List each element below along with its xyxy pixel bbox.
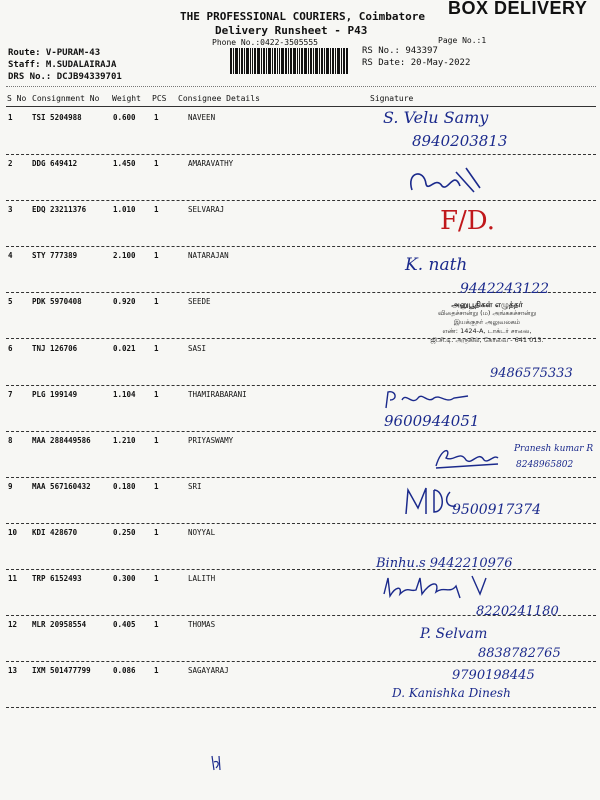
row-weight: 2.100 xyxy=(113,251,136,261)
row-consignment-no: IXM 501477799 xyxy=(32,666,91,676)
row-consignee-name: NATARAJAN xyxy=(188,251,229,261)
row-sno: 13 xyxy=(8,666,18,676)
row-weight: 1.010 xyxy=(113,205,136,215)
col-consignment: Consignment No xyxy=(32,94,100,103)
company-title: THE PROFESSIONAL COURIERS, Coimbatore xyxy=(180,10,426,23)
row-pcs: 1 xyxy=(154,620,159,630)
row-divider xyxy=(6,246,596,247)
phone-number: Phone No.:0422-3505555 xyxy=(212,38,318,47)
signature-1-phone: 8940203813 xyxy=(412,132,508,150)
row-consignment-no: PDK 5970408 xyxy=(32,297,82,307)
row-divider xyxy=(6,200,596,201)
signature-4-phone: 9442243122 xyxy=(460,281,550,297)
row-pcs: 1 xyxy=(154,527,159,537)
row-consignment-no: PLG 199149 xyxy=(32,389,78,399)
office-stamp xyxy=(382,300,592,345)
stamp-line-2: இயக்குநர் அலுவலகம் xyxy=(453,318,521,326)
row-consignment-no: MLR 20958554 xyxy=(32,620,87,630)
row-pcs: 1 xyxy=(154,159,159,169)
row-sno: 4 xyxy=(8,251,13,261)
row-pcs: 1 xyxy=(154,251,159,261)
row-divider xyxy=(6,477,596,478)
signature-8-name: Pranesh kumar R xyxy=(514,444,594,454)
stamp-line-4: ஜி.சி.டி. அருகில், கோவை - 641 013. xyxy=(430,336,544,344)
row-weight: 0.021 xyxy=(113,343,136,353)
col-signature: Signature xyxy=(370,94,414,103)
row-weight: 0.405 xyxy=(113,620,136,630)
signature-12-phone: 8838782765 xyxy=(478,646,561,661)
signature-4-name: K. nath xyxy=(405,255,468,275)
signature-11 xyxy=(380,572,490,602)
row-divider xyxy=(6,431,596,432)
signature-3-fid: F/D. xyxy=(440,206,495,236)
col-pcs: PCS xyxy=(152,94,167,103)
signature-7-phone: 9600944051 xyxy=(384,412,480,430)
row-divider xyxy=(6,154,596,155)
row-divider xyxy=(6,385,596,386)
row-consignment-no: MAA 288449586 xyxy=(32,435,91,445)
row-consignee-name: LALITH xyxy=(188,574,216,583)
row-pcs: 1 xyxy=(154,435,159,445)
row-weight: 0.920 xyxy=(113,297,136,307)
row-weight: 0.300 xyxy=(113,574,136,583)
row-sno: 7 xyxy=(8,389,13,399)
row-consignee-name: AMARAVATHY xyxy=(188,159,234,169)
rs-number: RS No.: 943397 xyxy=(362,46,438,56)
stamp-line-3: எண்: 1424-A, டாக்டர் சாலை, xyxy=(442,327,532,335)
pen-mark xyxy=(208,752,224,774)
drs-number: DRS No.: DCJB94339701 xyxy=(8,72,122,82)
row-consignee-name: NOYYAL xyxy=(188,527,216,537)
row-weight: 1.210 xyxy=(113,435,136,445)
row-consignment-no: STY 777389 xyxy=(32,251,78,261)
row-sno: 10 xyxy=(8,527,18,537)
row-consignee-name: SEEDE xyxy=(188,297,211,307)
row-consignment-no: TNJ 126706 xyxy=(32,343,78,353)
row-consignment-no: KDI 428670 xyxy=(32,527,78,537)
row-weight: 0.086 xyxy=(113,666,136,676)
row-sno: 8 xyxy=(8,435,13,445)
signature-1-name: S. Velu Samy xyxy=(383,108,489,127)
barcode xyxy=(230,48,348,74)
row-pcs: 1 xyxy=(154,113,159,122)
row-consignee-name: PRIYASWAMY xyxy=(188,435,234,445)
signature-10: Binhu.s 9442210976 xyxy=(376,556,513,571)
row-weight: 0.250 xyxy=(113,527,136,537)
col-consignee: Consignee Details xyxy=(178,94,260,103)
row-consignee-name: THOMAS xyxy=(188,620,216,630)
row-divider xyxy=(6,661,596,662)
runsheet-title: Delivery Runsheet - P43 xyxy=(215,24,368,37)
row-consignee-name: SAGAYARAJ xyxy=(188,666,229,676)
signature-13-phone: 9790198445 xyxy=(452,668,535,683)
row-pcs: 1 xyxy=(154,666,159,676)
row-weight: 1.450 xyxy=(113,159,136,169)
row-sno: 11 xyxy=(8,574,18,583)
row-pcs: 1 xyxy=(154,389,159,399)
row-pcs: 1 xyxy=(154,297,159,307)
col-sno: S No xyxy=(7,94,27,103)
page-number: Page No.:1 xyxy=(438,36,487,45)
route: Route: V-PURAM-43 xyxy=(8,48,101,58)
signature-11-phone: 8220241180 xyxy=(476,604,559,619)
row-consignee-name: SASI xyxy=(188,343,207,353)
row-weight: 0.180 xyxy=(113,481,136,491)
row-consignee-name: SELVARAJ xyxy=(188,205,225,215)
row-sno: 3 xyxy=(8,205,13,215)
row-sno: 6 xyxy=(8,343,13,353)
row-consignee-name: NAVEEN xyxy=(188,113,216,122)
row-pcs: 1 xyxy=(154,574,159,583)
row-pcs: 1 xyxy=(154,205,159,215)
signature-7 xyxy=(382,388,472,412)
col-weight: Weight xyxy=(112,94,141,103)
box-delivery-stamp: BOX DELIVERY xyxy=(448,0,588,18)
column-header-rule xyxy=(6,106,596,107)
row-consignment-no: TRP 6152493 xyxy=(32,574,82,583)
row-consignee-name: THAMIRABARANI xyxy=(188,389,247,399)
rs-date: RS Date: 20-May-2022 xyxy=(362,58,471,68)
row-consignment-no: DDG 649412 xyxy=(32,159,78,169)
signature-8-phone: 8248965802 xyxy=(516,460,574,470)
signature-6-phone: 9486575333 xyxy=(490,366,573,381)
row-sno: 9 xyxy=(8,481,13,491)
row-sno: 12 xyxy=(8,620,18,630)
stamp-line-1: விதைச்சான்று (ம) அங்ககச்சான்று xyxy=(437,309,537,317)
row-pcs: 1 xyxy=(154,481,159,491)
header-separator xyxy=(6,86,596,87)
row-consignment-no: TSI 5204988 xyxy=(32,113,82,122)
signature-9-phone: 9500917374 xyxy=(452,502,542,518)
signature-9 xyxy=(400,484,460,520)
stamp-title: அனுபூதிகள் எழுத்தர் xyxy=(451,300,523,309)
row-consignment-no: MAA 567160432 xyxy=(32,481,91,491)
row-divider xyxy=(6,523,596,524)
row-sno: 1 xyxy=(8,113,13,122)
row-sno: 2 xyxy=(8,159,13,169)
staff: Staff: M.SUDALAIRAJA xyxy=(8,60,117,70)
row-consignee-name: SRI xyxy=(188,481,202,491)
row-sno: 5 xyxy=(8,297,13,307)
row-divider xyxy=(6,707,596,708)
row-consignment-no: EDQ 23211376 xyxy=(32,205,87,215)
row-weight: 0.600 xyxy=(113,113,136,122)
row-weight: 1.104 xyxy=(113,389,136,399)
signature-13-name: D. Kanishka Dinesh xyxy=(392,686,511,700)
row-pcs: 1 xyxy=(154,343,159,353)
signature-8 xyxy=(432,444,502,470)
signature-2 xyxy=(402,162,486,202)
signature-12-name: P. Selvam xyxy=(420,626,488,642)
